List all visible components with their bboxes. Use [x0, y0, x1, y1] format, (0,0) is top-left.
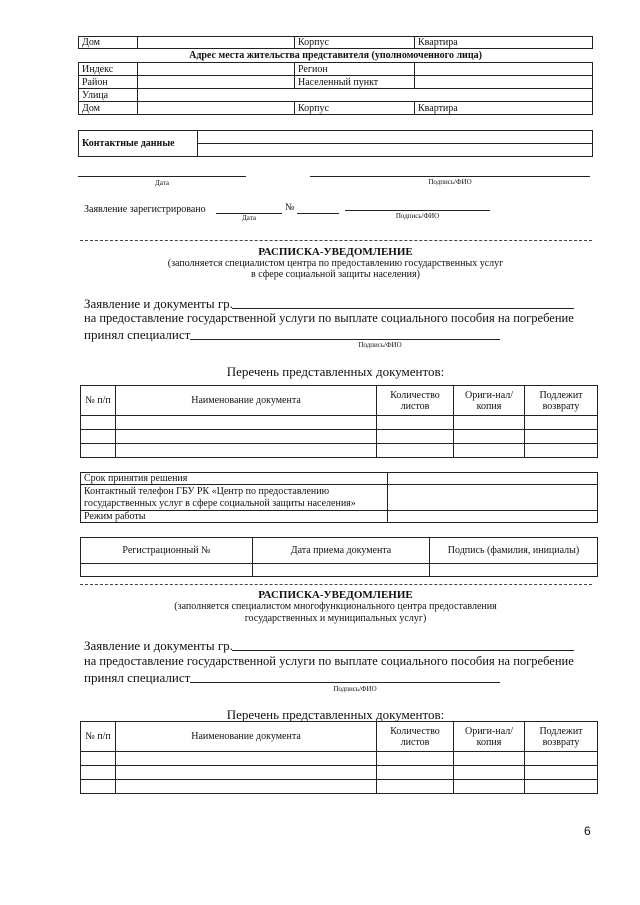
- receipt2-specialist-line[interactable]: [190, 682, 500, 683]
- date-line[interactable]: [78, 176, 246, 177]
- receipt1-sign-caption: Подпись/ФИО: [358, 341, 402, 349]
- table-row: [81, 766, 598, 780]
- rep-apartment-label: Квартира: [415, 102, 593, 115]
- reg-date-value[interactable]: [253, 564, 430, 577]
- receipt1-info-table: [80, 472, 598, 523]
- col-doc-name: Наименование документа: [116, 386, 377, 416]
- rep-address-title: Адрес места жительства представителя (уполномоченного лица): [189, 50, 482, 61]
- date-caption: Дата: [155, 179, 169, 187]
- contact-phone-value[interactable]: [388, 485, 598, 511]
- building-label: Корпус: [295, 37, 415, 49]
- receipt1-subtitle-1: (заполняется специалистом центра по предоставлению государственных услуг: [167, 258, 504, 269]
- district-value[interactable]: [138, 76, 295, 89]
- receipt1-line2: на предоставление государственной услуги по выплате социального пособия на погребение: [84, 311, 574, 325]
- contacts-value-2[interactable]: [198, 144, 593, 157]
- col-return: Подлежит возврату: [525, 386, 598, 416]
- index-label: Индекс: [79, 63, 138, 76]
- registered-sign-caption: Подпись/ФИО: [395, 212, 440, 220]
- contacts-label: Контактные данные: [79, 131, 198, 157]
- rep-building-label: Корпус: [295, 102, 415, 115]
- registered-number-sign: №: [285, 202, 295, 213]
- receipt1-subtitle-2: в сфере социальной защиты населения): [251, 269, 420, 280]
- receipt2-subtitle-1: (заполняется специалистом многофункционального центра предоставления: [174, 601, 497, 612]
- receipt1-line1: Заявление и документы гр.: [84, 296, 233, 311]
- reg-number-value[interactable]: [81, 564, 253, 577]
- receipt2-docs-table: [80, 721, 598, 794]
- table-row: [81, 780, 598, 794]
- col-sheets: Количество листов: [377, 722, 454, 752]
- reg-sign-header: Подпись (фамилия, инициалы): [430, 538, 598, 564]
- reg-date-header: Дата приема документа: [253, 538, 430, 564]
- col-original: Ориги-нал/копия: [454, 722, 525, 752]
- receipt2-name-line[interactable]: [232, 650, 574, 651]
- decision-term-label: Срок принятия решения: [81, 473, 388, 485]
- signature-caption: Подпись/ФИО: [428, 178, 472, 186]
- registered-number-line[interactable]: [297, 213, 339, 214]
- receipt2-list-title: Перечень представленных документов:: [226, 707, 445, 722]
- receipt2-title: РАСПИСКА-УВЕДОМЛЕНИЕ: [258, 589, 413, 601]
- page-number: 6: [584, 824, 591, 838]
- table-row: [81, 416, 598, 430]
- settlement-label: Населенный пункт: [295, 76, 415, 89]
- reg-sign-value[interactable]: [430, 564, 598, 577]
- receipt2-line3: принял специалист: [84, 670, 191, 685]
- receipt1-title: РАСПИСКА-УВЕДОМЛЕНИЕ: [258, 246, 413, 258]
- receipt2-subtitle-2: государственных и муниципальных услуг): [244, 613, 427, 624]
- rep-house-value[interactable]: [138, 102, 295, 115]
- apartment-label: Квартира: [415, 37, 593, 49]
- street-label: Улица: [79, 89, 138, 102]
- street-value[interactable]: [138, 89, 593, 102]
- region-value[interactable]: [415, 63, 593, 76]
- table-row: [81, 430, 598, 444]
- signature-line[interactable]: [310, 176, 590, 177]
- receipt1-docs-table: [80, 385, 598, 458]
- rep-house-label: Дом: [79, 102, 138, 115]
- cut-line-1: [80, 240, 592, 241]
- cut-line-2: [80, 584, 592, 585]
- receipt2-line1: Заявление и документы гр.: [84, 638, 233, 653]
- registered-text: Заявление зарегистрировано: [84, 204, 206, 215]
- rep-address-table: [78, 62, 593, 115]
- col-original: Ориги-нал/копия: [454, 386, 525, 416]
- table-row: [81, 752, 598, 766]
- reg-number-header: Регистрационный №: [81, 538, 253, 564]
- col-doc-name: Наименование документа: [116, 722, 377, 752]
- registered-date-caption: Дата: [242, 214, 256, 222]
- receipt1-specialist-line[interactable]: [190, 339, 500, 340]
- house-label: Дом: [79, 37, 138, 49]
- receipt1-list-title: Перечень представленных документов:: [226, 364, 445, 379]
- contacts-table: [78, 130, 593, 157]
- index-value[interactable]: [138, 63, 295, 76]
- decision-term-value[interactable]: [388, 473, 598, 485]
- address-top-table: [78, 36, 593, 49]
- work-hours-label: Режим работы: [81, 511, 388, 523]
- receipt1-registration-table: [80, 537, 598, 577]
- table-row: [81, 444, 598, 458]
- col-number: № п/п: [81, 722, 116, 752]
- district-label: Район: [79, 76, 138, 89]
- work-hours-value[interactable]: [388, 511, 598, 523]
- receipt1-name-line[interactable]: [232, 308, 574, 309]
- contact-phone-label: Контактный телефон ГБУ РК «Центр по предоставлению государственных услуг в сфере социальной защиты населения»: [81, 485, 388, 511]
- col-return: Подлежит возврату: [525, 722, 598, 752]
- house-value[interactable]: [138, 37, 295, 49]
- contacts-value-1[interactable]: [198, 131, 593, 144]
- col-number: № п/п: [81, 386, 116, 416]
- settlement-value[interactable]: [415, 76, 593, 89]
- registered-sign-line[interactable]: [345, 210, 490, 211]
- receipt2-line2: на предоставление государственной услуги по выплате социального пособия на погребение: [84, 654, 574, 668]
- receipt2-sign-caption: Подпись/ФИО: [333, 685, 377, 693]
- region-label: Регион: [295, 63, 415, 76]
- receipt1-line3: принял специалист: [84, 327, 191, 342]
- col-sheets: Количество листов: [377, 386, 454, 416]
